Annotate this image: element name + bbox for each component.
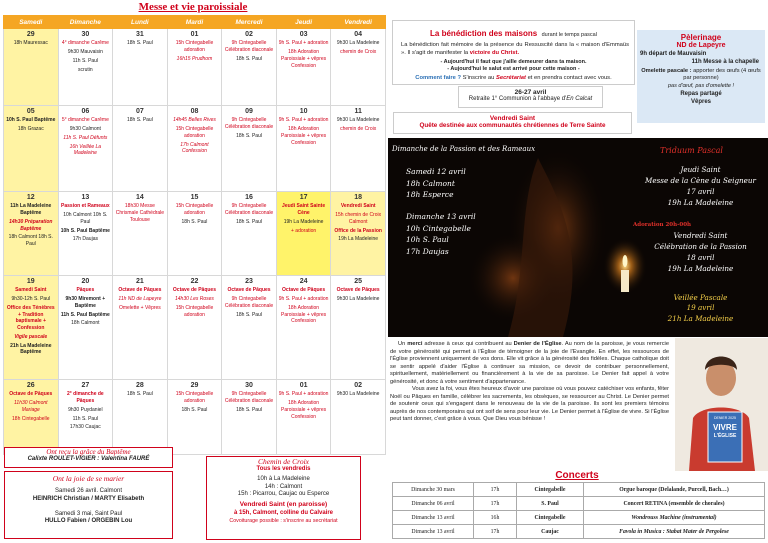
chemin-de-croix-box xyxy=(206,456,361,540)
day-event: 10h Calmont 10h S. Paul xyxy=(63,212,108,225)
day-event: 18h Calmont xyxy=(71,320,100,327)
denier-paragraph-1: . Au nom de la paroisse, je vous remercie de votre générosité qui permet à l'Église de témoigner de la joie de l'Evangile. En effet, les ressources de l'Église proviennent uniquement de vos dons. Elle vit grâce à la générosité des fidèles. Chaque catholique doit se sentir appelé d'aider l'Église à continuer sa mission, ce devoir de contribuer personnellement, spirituellement, matériellement ou financièrement à la vie de sa paroisse. Le Denier fait appel à votre générosité, et donc à votre sentiment d'appartenance. xyxy=(390,341,669,385)
concert-program: Wondrouss Machine (instrumental) xyxy=(584,511,765,525)
marriage-date-1: Samedi 26 avril. Calmont xyxy=(54,488,123,494)
calendar-day xyxy=(113,106,168,192)
rameaux-triduum-poster xyxy=(388,138,768,337)
concert-date: Dimanche 13 avril xyxy=(393,511,474,525)
day-event: 9h S. Paul + adoration xyxy=(278,391,329,398)
pelerinage-place: ND de Lapeyre xyxy=(676,42,726,49)
benediction-how: Comment faire ? xyxy=(415,75,462,82)
calendar-day xyxy=(4,29,59,106)
book-label: DENIER 2025 xyxy=(714,416,736,420)
day-event: Omelette + Vêpres xyxy=(118,304,161,311)
day-number: 13 xyxy=(81,194,90,201)
day-event: 9h30 La Madeleine xyxy=(336,296,380,303)
day-number: 01 xyxy=(190,31,199,38)
retraite-box xyxy=(458,86,603,108)
day-event: 9h30 Mauvaisin xyxy=(67,49,103,56)
croix-line-3: 15h : Picarrou, Caujac ou Esperce xyxy=(237,491,330,498)
vepres: Vêpres xyxy=(690,98,711,105)
day-event: 15h Cintegabelle adoration xyxy=(175,391,214,405)
book-title-1: VIVRE xyxy=(712,423,737,432)
day-event: 14h45 Belles Rives xyxy=(173,117,216,124)
omelette-text: apporter des œufs (4 œufs par personne) xyxy=(683,68,761,82)
day-number: 01 xyxy=(299,382,308,389)
benediction-title: La bénédiction des maisons xyxy=(430,29,538,38)
day-header-lundi: Lundi xyxy=(113,16,168,29)
croix-line-2: 14h : Calmont xyxy=(264,483,303,490)
veillee-title: Veillée Pascale xyxy=(673,293,728,302)
veillee-date: 19 avril xyxy=(686,303,715,313)
day-event: 18h Adoration Paroissiale + vêpres Confession xyxy=(281,400,327,420)
calendar-day xyxy=(58,29,113,106)
pelerinage-title: Pèlerinage xyxy=(680,33,722,42)
day-number: 08 xyxy=(190,108,199,115)
calendar-day xyxy=(167,192,222,276)
day-event: 11h S. Paul Défunts xyxy=(63,134,108,141)
calendar-day xyxy=(222,380,277,455)
calendar-day xyxy=(113,276,168,380)
day-number: 23 xyxy=(245,278,253,285)
day-event: 9h Cintegabelle Célébration diaconale xyxy=(224,203,274,217)
day-event: 18h S. Paul xyxy=(126,40,153,47)
day-number: 30 xyxy=(81,31,90,38)
day-number: 04 xyxy=(354,31,363,38)
veillee-place: 21h La Madeleine xyxy=(667,313,734,323)
triduum-line-7: Célébration de la Passion xyxy=(654,242,747,252)
day-event: 21h La Madeleine Baptême xyxy=(10,342,52,356)
concert-program: Orgue baroque (Delalande, Purcell, Bach…) xyxy=(584,483,765,497)
quete-text: Quête destinée aux communautés chrétiennes de Terre Sainte xyxy=(419,122,606,129)
baptism-names: Calixte ROULET-VIGIER : Valentina FAURÉ xyxy=(27,456,150,462)
calendar-day xyxy=(167,29,222,106)
denier-book-image xyxy=(675,338,768,471)
day-event: Octave de Pâques xyxy=(9,391,53,398)
calendar-day xyxy=(4,380,59,455)
day-event: 9h30 Calmont xyxy=(69,126,101,133)
day-event: 9h S. Paul + adoration xyxy=(278,296,329,303)
calendar-week xyxy=(4,380,386,455)
day-event: 9h Cintegabelle Célébration diaconale xyxy=(224,40,274,54)
day-event: Octave de Pâques xyxy=(282,287,326,294)
calendar-day xyxy=(276,192,331,276)
day-event: 19h La Madeleine xyxy=(338,236,379,243)
calendar-day xyxy=(4,106,59,192)
calendar-day xyxy=(113,192,168,276)
calendar-week xyxy=(4,29,386,106)
day-event: 9h30 La Madeleine xyxy=(336,391,380,398)
rameaux-line-7: 17h Daujas xyxy=(406,246,449,256)
repas-partage: Repas partagé xyxy=(680,90,722,97)
concert-date: Dimanche 30 mars xyxy=(393,483,474,497)
day-event: 18h Calmont 18h S. Paul xyxy=(8,234,53,248)
adoration-text: Adoration 20h-00h xyxy=(633,222,692,228)
day-event: Samedi Saint xyxy=(15,287,47,294)
day-event: 15h Cintegabelle adoration xyxy=(175,126,214,139)
day-event: 18h S. Paul xyxy=(236,406,262,413)
concert-time: 17h xyxy=(474,497,517,511)
calendar-title: Messe et vie paroissiale xyxy=(138,1,248,13)
day-number: 16 xyxy=(245,194,253,201)
triduum-line-9: 19h La Madeleine xyxy=(667,264,734,274)
day-header-vendredi: Vendredi xyxy=(331,16,386,29)
day-event: 15h Cintegabelle adoration xyxy=(175,40,214,54)
benediction-how-text: S'inscrire au xyxy=(461,75,496,82)
day-event: Jeudi Saint Sainte Cène xyxy=(282,203,326,217)
day-event: Octave de Pâques xyxy=(118,287,162,294)
concert-place: S. Paul xyxy=(517,497,584,511)
day-event: Office de la Passion xyxy=(334,227,382,234)
day-event: Octave de Pâques xyxy=(227,287,271,294)
croix-line-1: 10h à La Madeleine xyxy=(257,475,310,482)
denier-paragraph-2: Vous avez la foi, vous êtes heureux d'avoir une paroisse où vous pouvez catéchiser vos enfants, fêter Noël ou Pâques en famille, célébrer les sacrements, les obsèques, se ressourcer au Christ. Le Denier permet de soutenir ceux qui s'engagent dans le renouveau de la vie de la paroisse. Ils sont les premiers témoins auprès de nos contemporains qui ont soif de sens pour leur vie. Le Denier permet à l'Église de vivre. Si l'Église peut tant donner, c'est grâce à vous. Que Dieu vous bénisse ! xyxy=(390,386,669,423)
concert-date: Dimanche 13 avril xyxy=(393,525,474,539)
benediction-subtitle: durant le temps pascal xyxy=(541,32,597,38)
day-event: 18h30 Messe Chrismale Cathédrale Toulouse xyxy=(115,203,165,223)
calendar-day xyxy=(331,276,386,380)
day-event: + adoration xyxy=(291,227,317,234)
calendar-day xyxy=(331,380,386,455)
denier-text xyxy=(388,339,671,471)
benediction-victoire: victoire du Christ. xyxy=(469,49,520,56)
day-number: 12 xyxy=(26,194,35,201)
day-event: 11h S. Paul xyxy=(72,415,99,422)
day-event: 14h30 Les Roses xyxy=(175,296,214,303)
pelerinage-line-2: 11h Messe à la chapelle xyxy=(691,59,759,65)
benediction-text: La bénédiction fait mémoire de la présence du Ressuscité dans la « maison d'Emmaüs ». Il s'agit de manifester la xyxy=(401,42,629,56)
day-event: 9h S. Paul + adoration xyxy=(278,117,329,124)
day-event: 16h Veillée La Madeleine xyxy=(69,143,102,157)
marriage-date-2: Samedi 3 mai, Saint Paul xyxy=(54,510,123,517)
day-event: chemin de Croix xyxy=(340,126,377,133)
concert-row xyxy=(393,483,765,497)
concerts-table xyxy=(392,482,765,539)
retraite-place: En Calcat xyxy=(566,96,593,102)
concert-time: 17h xyxy=(474,525,517,539)
day-event: Octave de Pâques xyxy=(172,287,216,294)
calendar-day xyxy=(222,192,277,276)
calendar-week xyxy=(4,106,386,192)
triduum-line-2: Messe de la Cène du Seigneur xyxy=(645,176,756,186)
denier-text-a: adresse à ceux qui contribuent au xyxy=(422,341,514,347)
calendar-day xyxy=(58,276,113,380)
retraite-text: Retraite 1° Communion à l'abbaye d' xyxy=(468,96,567,102)
calendar-day xyxy=(222,29,277,106)
day-event: 11h La Madeleine Baptême xyxy=(10,203,52,217)
day-number: 28 xyxy=(136,382,144,389)
quete-title: Vendredi Saint xyxy=(489,115,536,122)
day-event: 9h Cintegabelle Célébration diaconale xyxy=(224,117,274,131)
rameaux-line-3: 18h Esperce xyxy=(406,190,454,200)
denier-intro: Un xyxy=(398,341,408,347)
triduum-line-3: 17 avril xyxy=(686,187,715,197)
calendar-day xyxy=(167,276,222,380)
day-event: Octave de Pâques xyxy=(336,287,380,294)
day-event: 18h S. Paul xyxy=(126,117,153,124)
day-event: 17h Calmont Confession xyxy=(180,141,209,155)
day-number: 11 xyxy=(354,108,362,115)
calendar-day xyxy=(276,276,331,380)
triduum-line-4: 19h La Madeleine xyxy=(667,198,734,208)
calendar-day xyxy=(276,29,331,106)
denier-merci: merci xyxy=(407,341,423,347)
day-event: 17h Daujas xyxy=(72,236,98,243)
book-title-2: L'ÉGLISE xyxy=(713,433,737,439)
concert-place: Caujac xyxy=(517,525,584,539)
triduum-line-6: Vendredi Saint xyxy=(673,231,728,240)
day-header-samedi: Samedi xyxy=(4,16,59,29)
rameaux-line-4: Dimanche 13 avril xyxy=(406,211,476,221)
concert-row xyxy=(393,511,765,525)
day-header-dimanche: Dimanche xyxy=(58,16,113,29)
day-event: 2° dimanche de Pâques xyxy=(66,391,104,405)
day-event: 18h Adoration Paroissiale + vêpres Confession xyxy=(281,49,327,69)
omelette-title: Omelette pascale : xyxy=(641,68,692,74)
rameaux-line-5: 10h Cintegabelle xyxy=(406,223,471,233)
concert-row xyxy=(393,497,765,511)
day-event: 18h Mauressac xyxy=(13,40,48,47)
day-event: chemin de Croix xyxy=(340,49,377,56)
marriage-title: Ont la joie de se marier xyxy=(52,474,125,483)
marriage-names-2: HULLO Fabien / ORGEBIN Lou xyxy=(44,518,133,525)
concerts-title: Concerts xyxy=(555,470,599,481)
calendar-day xyxy=(167,380,222,455)
calendar-week xyxy=(4,192,386,276)
day-number: 03 xyxy=(299,31,308,38)
day-number: 07 xyxy=(136,108,144,115)
rameaux-line-1: Samedi 12 avril xyxy=(406,167,466,176)
day-event: 18h S. Paul xyxy=(236,55,262,62)
triduum-line-1: Jeudi Saint xyxy=(680,165,721,174)
triduum-title: Triduum Pascal xyxy=(660,146,723,155)
day-number: 09 xyxy=(245,108,253,115)
day-number: 27 xyxy=(81,382,90,389)
calendar-day xyxy=(276,106,331,192)
day-number: 22 xyxy=(190,278,199,285)
calendar-day xyxy=(58,106,113,192)
day-number: 10 xyxy=(299,108,308,115)
calendar-day xyxy=(276,380,331,455)
pelerinage-box xyxy=(637,30,765,123)
calendar-day xyxy=(4,276,59,380)
day-header-mercredi: Mercredi xyxy=(222,16,277,29)
day-event: 18h S. Paul xyxy=(236,218,262,225)
day-event: Office des Ténèbres + Tradition baptismale + Confession xyxy=(6,304,55,332)
day-event: 18h S. Paul xyxy=(181,218,208,225)
day-event: 4° dimanche Carême xyxy=(61,40,109,47)
pelerinage-line-1: 9h départ de Mauvaisin xyxy=(640,51,707,57)
day-event: 15h Cintegabelle adoration xyxy=(175,304,214,318)
day-event: 18h S. Paul xyxy=(236,132,262,139)
day-event: 18h S. Paul xyxy=(181,406,208,413)
day-event: 5° dimanche Carême xyxy=(61,117,109,124)
concert-program: Concert RETINA (ensemble de chorales) xyxy=(584,497,765,511)
day-event: 9h30 La Madeleine xyxy=(336,40,380,47)
croix-line-6: Covoiturage possible : s'inscrire au secrétariat xyxy=(229,518,338,525)
rameaux-line-2: 18h Calmont xyxy=(406,178,455,188)
day-event: 9h Cintegabelle Célébration diaconale xyxy=(224,296,274,309)
day-event: 10h S. Paul Baptême xyxy=(6,117,56,124)
day-number: 18 xyxy=(354,194,363,201)
day-number: 19 xyxy=(26,278,35,285)
day-event: 11h ND de Lapeyre xyxy=(118,296,162,303)
day-event: 16h15 Prudhom xyxy=(176,55,213,62)
day-event: 15h Cintegabelle adoration xyxy=(175,203,214,217)
benediction-quote-1: - Aujourd'hui il faut que j'aille demeurer dans ta maison. xyxy=(440,58,587,65)
day-event: 18h Grazac xyxy=(17,126,44,133)
calendar-day xyxy=(222,106,277,192)
calendar-day xyxy=(331,192,386,276)
day-header-mardi: Mardi xyxy=(167,16,222,29)
day-event: scrutin xyxy=(77,66,93,73)
day-number: 05 xyxy=(26,108,35,115)
rameaux-title: Dimanche de la Passion et des Rameaux xyxy=(392,145,536,153)
concert-date: Dimanche 06 avril xyxy=(393,497,474,511)
day-number: 15 xyxy=(190,194,199,201)
day-number: 02 xyxy=(354,382,363,389)
concert-time: 16h xyxy=(474,511,517,525)
day-event: 19h La Madeleine xyxy=(283,218,324,225)
day-event: Pâques xyxy=(76,287,95,294)
day-event: Vendredi Saint xyxy=(340,203,376,210)
rameaux-line-6: 10h S. Paul xyxy=(406,235,449,245)
marriage-names-1: HEINRICH Christian / MARTY Elisabeth xyxy=(32,495,145,502)
day-number: 26 xyxy=(26,382,35,389)
day-number: 17 xyxy=(299,194,308,201)
day-number: 29 xyxy=(190,382,199,389)
calendar-table xyxy=(3,15,386,455)
day-event: 11h30 Calmont Mariage xyxy=(14,400,48,413)
day-event: 17h30 Caujac xyxy=(69,424,101,431)
day-event: 9h30 Miremont + Baptême xyxy=(65,296,106,309)
day-header-jeudi: Jeudi xyxy=(276,16,331,29)
person-illustration xyxy=(675,338,768,471)
day-number: 31 xyxy=(136,31,144,38)
croix-line-5: à 15h, Calmont, colline du Calvaire xyxy=(233,509,334,516)
day-event: 18h Adoration Paroissiale + vêpres Confession xyxy=(281,304,327,325)
retraite-dates: 26-27 avril xyxy=(514,89,547,96)
calendar-day xyxy=(331,106,386,192)
day-event: 14h30 Préparation Baptême xyxy=(9,218,53,232)
day-number: 21 xyxy=(136,278,144,285)
calendar-day xyxy=(113,29,168,106)
concert-row xyxy=(393,525,765,539)
omelette-note: pas d'œuf, pas d'omelette ! xyxy=(668,82,734,89)
concert-place: Cintegabelle xyxy=(517,483,584,497)
croix-title: Chemin de Croix xyxy=(258,457,309,466)
benediction-how-end: et en prendra contact avec vous. xyxy=(525,75,612,82)
calendar-week xyxy=(4,276,386,380)
calendar-day xyxy=(58,380,113,455)
day-event: 15h chemin de Croix Calmont xyxy=(335,212,382,225)
quete-box xyxy=(393,112,632,134)
day-event: 11h S. Paul xyxy=(72,57,99,64)
day-event: 9h Cintegabelle Célébration diaconale xyxy=(224,391,274,405)
day-event: 18h S. Paul xyxy=(126,391,153,398)
secretariat-text: Secrétariat xyxy=(495,75,526,82)
denier-title: Denier de l'Église xyxy=(513,341,562,347)
day-event: Vigile pascale xyxy=(14,333,48,340)
day-event: 10h S. Paul Baptême xyxy=(60,227,110,234)
day-event: 18h Adoration Paroissiale + vêpres Confession xyxy=(281,126,327,146)
triduum-line-8: 18 avril xyxy=(686,253,715,263)
calendar-day xyxy=(331,29,386,106)
day-event: 18h Cintegabelle xyxy=(12,415,50,422)
day-event: 9h30 La Madeleine xyxy=(336,117,380,124)
concert-time: 17h xyxy=(474,483,517,497)
concert-program: Favola in Musica : Stabat Mater de Pergolese xyxy=(584,525,765,539)
day-number: 30 xyxy=(245,382,253,389)
day-number: 29 xyxy=(26,31,35,38)
croix-line-4: Vendredi Saint (en paroisse) xyxy=(239,501,328,509)
day-event: 18h S. Paul xyxy=(236,311,262,318)
concert-place: Cintegabelle xyxy=(517,511,584,525)
day-number: 20 xyxy=(81,278,90,285)
day-event: 9h30 Puydaniel xyxy=(68,406,103,413)
calendar-day xyxy=(167,106,222,192)
day-number: 06 xyxy=(81,108,90,115)
calendar-day xyxy=(113,380,168,455)
calendar-day xyxy=(4,192,59,276)
day-event: 11h S. Paul Baptême xyxy=(60,311,110,318)
day-event: Passion et Rameaux xyxy=(61,203,110,210)
calendar-day xyxy=(222,276,277,380)
day-number: 24 xyxy=(299,278,308,285)
croix-subtitle: Tous les vendredis xyxy=(256,466,311,472)
day-number: 25 xyxy=(354,278,363,285)
day-number: 14 xyxy=(136,194,144,201)
day-event: 9h30-12h S. Paul xyxy=(11,296,51,303)
baptism-box xyxy=(4,447,173,468)
day-number: 02 xyxy=(245,31,253,38)
day-event: 9h S. Paul + adoration xyxy=(278,40,329,47)
marriage-box xyxy=(4,471,173,539)
benediction-quote-2: - Aujourd'hui le salut est arrivé pour cette maison - xyxy=(447,66,580,73)
baptism-title: Ont reçu la grâce du Baptême xyxy=(46,448,131,456)
benediction-box xyxy=(392,20,635,85)
calendar-day xyxy=(58,192,113,276)
